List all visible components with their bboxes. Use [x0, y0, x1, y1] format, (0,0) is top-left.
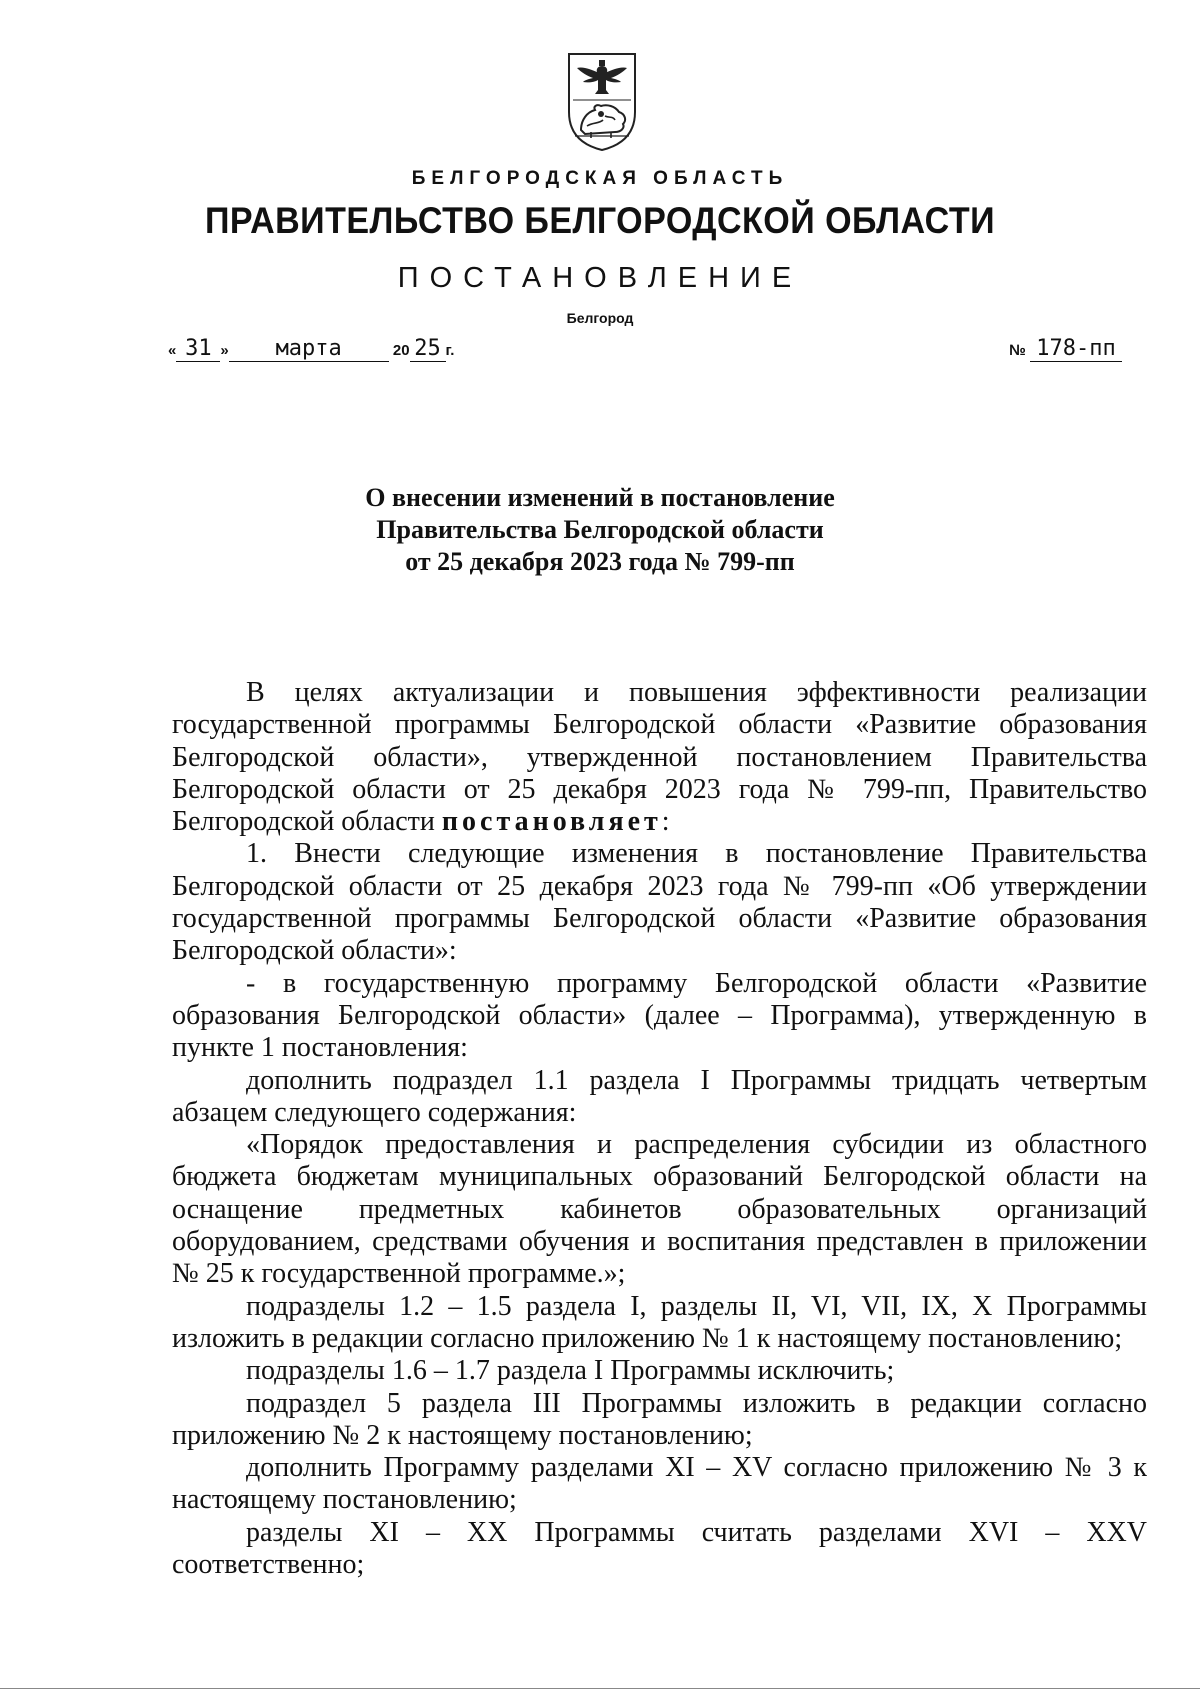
body-paragraph: 1. Внести следующие изменения в постановление Правительства Белгородской области от 25 декабря 2023 года № 799-пп «Об утверждении государственной программы Белгородской области «Развитие образования Белгородской области»: [172, 838, 1147, 967]
document-number [1009, 338, 1122, 362]
title-line-1: О внесении изменений в постановление [365, 483, 835, 512]
date-close-quote: » [220, 342, 229, 359]
body-paragraph: «Порядок предоставления и распределения субсидии из областного бюджета бюджетам муниципальных образований Белгородской области на оснащение предметных кабинетов образовательных организаций оборудованием, средствами обучения и воспитания представлен в приложении № 25 к государственной программе.»; [172, 1129, 1147, 1290]
body-paragraph: - в государственную программу Белгородской области «Развитие образования Белгородской области» (далее – Программа), утвержденную в пункте 1 постановления: [172, 967, 1147, 1064]
document-title [0, 482, 1200, 578]
page-bottom-edge [0, 1688, 1200, 1689]
government-heading: ПРАВИТЕЛЬСТВО БЕЛГОРОДСКОЙ ОБЛАСТИ [204, 200, 996, 241]
body-paragraph: дополнить Программу разделами XI – XV согласно приложению № 3 к настоящему постановлению; [172, 1452, 1147, 1516]
preamble-emphasis: постановляет [441, 806, 662, 838]
date-month: марта [229, 338, 389, 362]
date-year-prefix: 20 [392, 342, 410, 359]
document-body [172, 677, 1147, 1581]
body-paragraph: дополнить подраздел 1.1 раздела I Программы тридцать четвертым абзацем следующего содержания: [172, 1064, 1147, 1128]
body-paragraph: разделы XI – XX Программы считать разделами XVI – XXV соответственно; [172, 1516, 1147, 1581]
body-paragraph: подразделы 1.2 – 1.5 раздела I, разделы II, VI, VII, IX, X Программы изложить в редакции согласно приложению № 1 к настоящему постановлению; [172, 1290, 1147, 1354]
region-heading: БЕЛГОРОДСКАЯ ОБЛАСТЬ [411, 168, 789, 189]
document-type-heading: ПОСТАНОВЛЕНИЕ [397, 262, 803, 294]
date-year-suffix: 25 [410, 338, 446, 362]
body-paragraph: подразделы 1.6 – 1.7 раздела I Программы исключить; [246, 1355, 895, 1387]
date-open-quote: « [168, 342, 177, 359]
city-label: Белгород [566, 310, 634, 326]
date-day: 31 [176, 338, 220, 362]
preamble-text: В целях актуализации и повышения эффективности реализации государственной программы Белгородской области «Развитие образования Белгородской области», утвержденной постановлением Правительства Белгородской области от 25 декабря 2023 года № 799-пп, Правительство Белгородской области [172, 677, 1147, 838]
title-line-3: от 25 декабря 2023 года № 799-пп [405, 547, 795, 576]
number-value: 178-пп [1030, 338, 1122, 362]
body-paragraph-preamble [172, 677, 1147, 838]
title-line-2: Правительства Белгородской области [376, 515, 824, 544]
date-year-mark: г. [445, 342, 455, 359]
number-prefix: № [1009, 342, 1026, 359]
preamble-end: : [661, 806, 670, 838]
body-paragraph: подраздел 5 раздела III Программы изложить в редакции согласно приложению № 2 к настоящему постановлению; [172, 1387, 1147, 1451]
coat-of-arms-icon [565, 50, 639, 152]
document-date [168, 338, 454, 362]
